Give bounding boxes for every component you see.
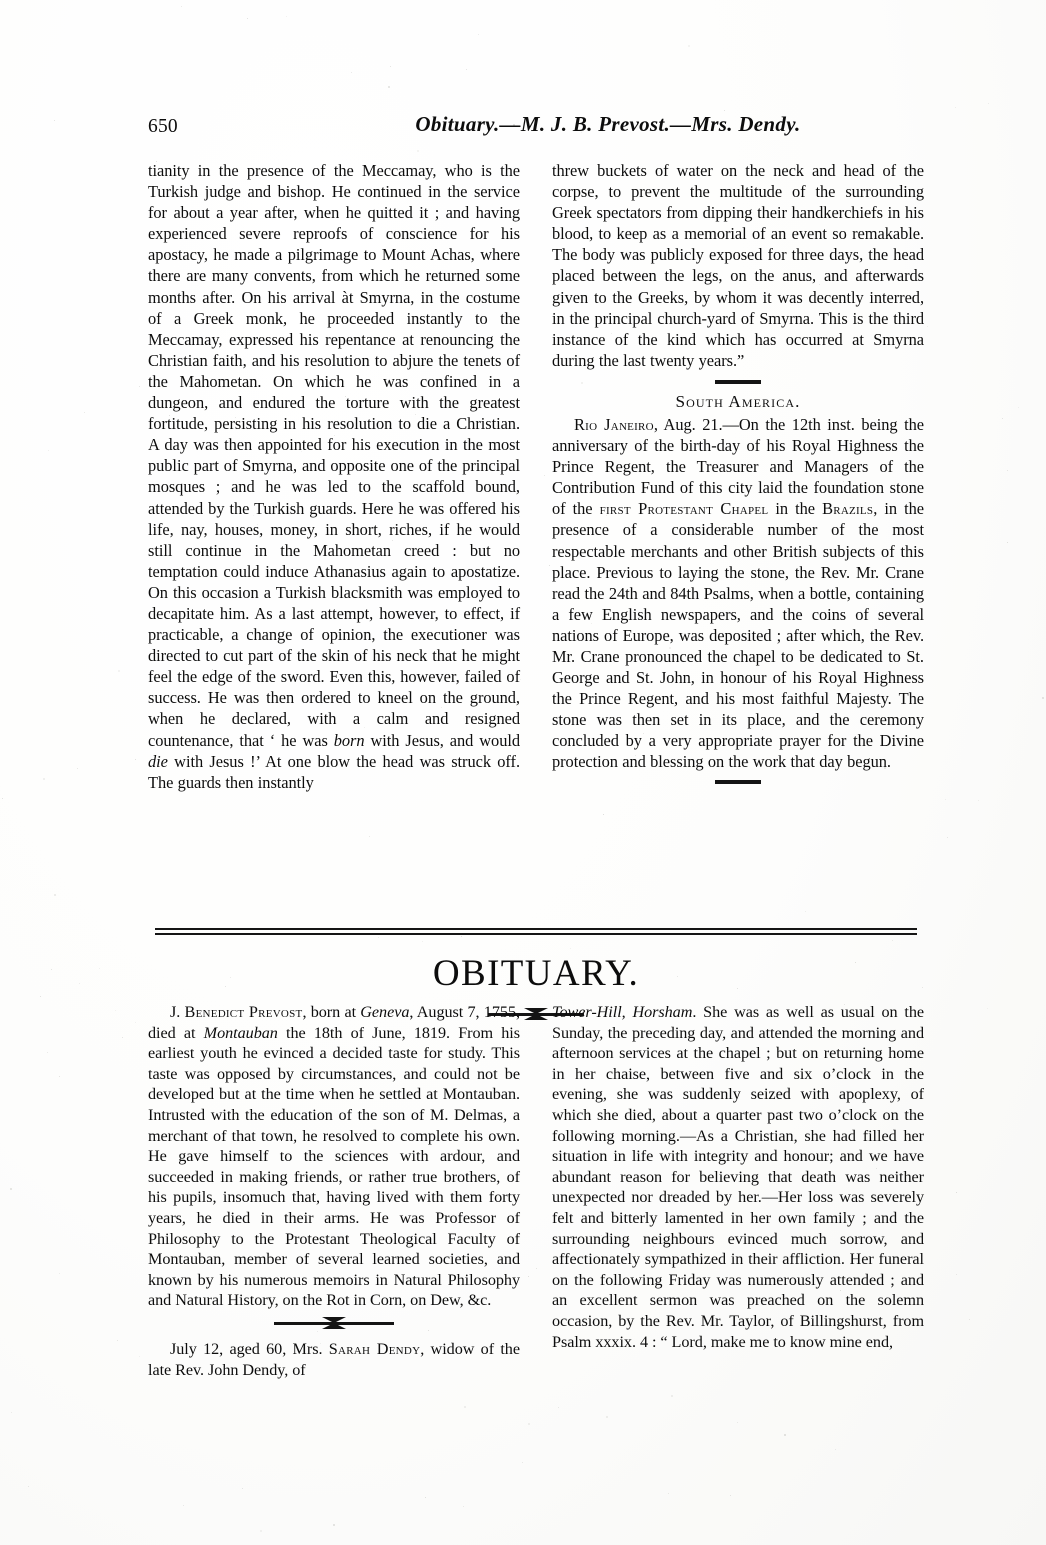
obituary-column-right <box>552 1002 924 1352</box>
prevost-place-montauban: Montauban <box>203 1023 278 1042</box>
obituary-entry-dendy-start <box>148 1339 520 1380</box>
obituary-entry-prevost <box>148 1002 520 1311</box>
news-right-paragraph-smyrna: threw buckets of water on the neck and head of the corpse, to prevent the multitude of the surrounding Greek spectators from dipping their handkerchiefs in his blood, to keep as a memorial of an event so remakable. The body was publicly exposed for three days, the head placed between the legs, on the anus, and afterwards given to the Greeks, by whom it was decently interred, in the principal church-yard of Smyrna. This is the third instance of the kind which has occurred at Smyrna during the last twenty years.” <box>552 161 924 370</box>
news-left-italic-born: born <box>333 730 365 750</box>
news-column-right <box>552 160 924 789</box>
news-columns <box>148 160 924 793</box>
end-of-section-rule <box>715 780 761 784</box>
dendy-body-text: . She was as well as usual on the Sunday, the preceding day, and attended the morning and afternoon services at the chapel ; but on returning home in her chaise, between five and six o’clock in the evening, she was suddenly seized with apoplexy, of which she died, about a quarter past two o’clock on the following morning.—As a Christian, she had filled her situation in life with integrity and honour; and we have abundant reason for believing that death was neither unexpected nor dreaded by her.—Her loss was severely felt and bitterly lamented in her own family ; and the surrounding neighbours evinced much sorrow, and affectionately sympathized in their affliction. Her funeral on the following Friday was numerously attended ; and an excellent sermon was preached on the solemn occasion, by the Rev. Mr. Taylor, of Billingshurst, from Psalm xxxix. 4 : “ Lord, make me to know mine end, <box>552 1003 925 1351</box>
prevost-name: Benedict Prevost <box>184 1003 303 1021</box>
rule-lower <box>155 933 917 935</box>
section-divider-rule <box>715 380 761 384</box>
dendy-after-name: , widow of the late Rev. John Dendy, of <box>148 1339 520 1379</box>
rio-text-b: in the <box>768 499 823 519</box>
news-left-paragraph <box>148 160 520 793</box>
dateline-rio-janeiro: Rio Janeiro <box>574 414 654 434</box>
page-number: 650 <box>148 116 178 137</box>
dendy-place-tower-hill: Tower-Hill, Horsham <box>552 1003 693 1021</box>
obituary-title: OBITUARY. <box>432 953 640 994</box>
running-head <box>148 112 920 142</box>
rio-text-c: , in the presence of a considerable number of the most respectable merchants and other British subjects of this place. Previous to laying the stone, the Rev. Mr. Crane read the 24th and 84th Psalms, when a bottle, containing a few English newspapers, and the coins of several nations of Europe, was deposited ; after which, the Rev. Mr. Crane pronounced the chapel to be dedicated to St. George and St. John, in honour of his Royal Highness the Prince Regent, and his most faithful Majesty. The stone was then set in its place, and the ceremony concluded by a very appropriate prayer for the Divine protection and blessing on the work that day begun. <box>552 499 924 772</box>
dendy-name: Sarah Dendy <box>328 1339 421 1358</box>
prevost-place-geneva: Geneva <box>360 1003 410 1021</box>
smallcaps-brazils: Brazils <box>822 499 874 519</box>
obituary-double-rule <box>155 928 917 935</box>
rio-text-a: , Aug. 21.—On the 12th inst. being the anniversary of the birth-day of his Royal Highness the Prince Regent, the Treasurer and Managers of the Contribution Fund of this city laid the foundation stone of the <box>552 414 924 519</box>
news-right-paragraph-rio <box>552 414 924 773</box>
section-heading-south-america: South America. <box>675 391 801 411</box>
obituary-column-left <box>148 1002 520 1380</box>
obituary-columns <box>148 1002 924 1380</box>
dendy-lead: July 12, aged 60, Mrs. <box>170 1339 329 1358</box>
news-column-left <box>148 160 520 793</box>
entry-divider-ornament-icon <box>274 1317 394 1329</box>
prevost-text-b: , August 7, 1755, died at <box>148 1003 520 1042</box>
smallcaps-first-protestant-chapel: first Protestant Chapel <box>599 499 769 519</box>
prevost-initial: J. <box>170 1003 185 1021</box>
news-left-italic-die: die <box>148 751 168 771</box>
news-left-text-a: tianity in the presence of the Meccamay, who is the Turkish judge and bishop. He continued in the service for about a year after, when he quitted it ; and having experienced severe reproofs of conscience for his apostacy, he made a pilgrimage to Mount Achas, where there are many convents, from which he returned some months after. On his arrival àt Smyrna, in the costume of a Greek monk, he proceeded instantly to the Meccamay, expressed his repentance at renouncing the Christian faith, and his resolution to abjure the tenets of the Mahometan. On which he was confined in a dungeon, and endured the torture with the greatest fortitude, persisting in his resolution to die a Christian. A day was then appointed for his execution in the most public part of Smyrna, and opposite one of the principal mosques ; and he was led to the scaffold bound, attended by the Turkish guards. Here he was offered his life, nay, houses, money, in short, riches, if he would still continue in the Mahometan creed : but no temptation could induce Athanasius again to apostatize. On this occasion a Turkish blacksmith was employed to decapitate him. As a last attempt, however, to effect, if practicable, a change of opinion, the executioner was directed to cut part of the skin of his neck that he might feel the edge of the sword. Even this, however, failed of success. He was then ordered to kneel on the ground, when he declared, with a calm and resigned countenance, that ‘ he was <box>148 161 520 750</box>
running-title: Obituary.—M. J. B. Prevost.—Mrs. Dendy. <box>415 112 801 136</box>
prevost-text-a: , born at <box>302 1003 361 1021</box>
news-left-text-c: with Jesus !’ At one blow the head was struck off. The guards then instantly <box>148 751 520 792</box>
news-left-text-b: with Jesus, and would <box>364 730 521 750</box>
obituary-entry-dendy-continued <box>552 1002 924 1352</box>
prevost-text-c: the 18th of June, 1819. From his earliest youth he evinced a decided taste for study. This taste was opposed by circumstances, and could not be developed but at the time when he settled at Montauban. Intrusted with the education of the son of M. Delmas, a merchant of that town, he resolved to complete his own. He gave himself to the sciences with ardour, and succeeded in making friends, or rather true brothers, of his pupils, insomuch that, having lived with them forty years, he died in their arms. He was Professor of Philosophy to the Protestant Theological Faculty of Montauban, member of several learned societies, and known by his numerous memoirs in Natural Philosophy and Natural History, on the Rot in Corn, on Dew, &c. <box>148 1023 521 1310</box>
